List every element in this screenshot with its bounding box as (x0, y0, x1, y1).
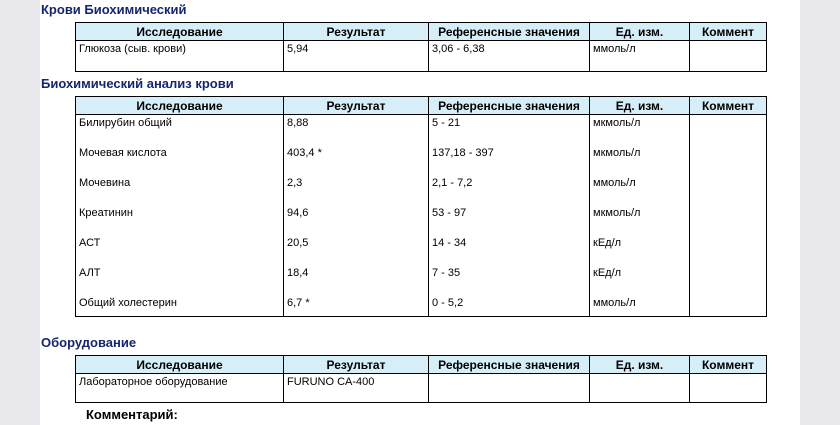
col-header-unit: Ед. изм. (590, 97, 690, 115)
cell-comment (690, 175, 767, 205)
col-header-result: Результат (284, 23, 429, 41)
cell-comment (690, 41, 767, 72)
cell-unit (590, 374, 690, 403)
table-row (76, 295, 767, 317)
table-row (76, 205, 767, 235)
cell-reference: 14 - 34 (429, 235, 590, 265)
cell-comment (690, 265, 767, 295)
cell-reference (429, 374, 590, 403)
cell-reference: 0 - 5,2 (429, 295, 590, 317)
table-row (76, 115, 767, 145)
cell-result: 20,5 (284, 235, 429, 265)
cell-reference: 53 - 97 (429, 205, 590, 235)
cell-comment (690, 145, 767, 175)
table-row (76, 235, 767, 265)
col-header-result: Результат (284, 97, 429, 115)
cell-comment (690, 295, 767, 317)
cell-unit: кЕд/л (590, 235, 690, 265)
cell-reference: 3,06 - 6,38 (429, 41, 590, 72)
section-title-blood-biochem: Крови Биохимический (41, 2, 187, 17)
col-header-result: Результат (284, 356, 429, 374)
cell-unit: ммоль/л (590, 175, 690, 205)
table-row (76, 265, 767, 295)
cell-reference: 5 - 21 (429, 115, 590, 145)
col-header-test: Исследование (76, 23, 284, 41)
cell-result: FURUNO CA-400 (284, 374, 429, 403)
cell-result: 18,4 (284, 265, 429, 295)
col-header-reference: Референсные значения (429, 23, 590, 41)
cell-test: Лабораторное оборудование (76, 374, 284, 403)
cell-result: 8,88 (284, 115, 429, 145)
table-row (76, 175, 767, 205)
cell-test: Креатинин (76, 205, 284, 235)
cell-comment (690, 374, 767, 403)
cell-reference: 7 - 35 (429, 265, 590, 295)
cell-reference: 137,18 - 397 (429, 145, 590, 175)
cell-test: Мочевая кислота (76, 145, 284, 175)
equipment-table (75, 355, 767, 403)
cell-test: Глюкоза (сыв. крови) (76, 41, 284, 72)
cell-result: 5,94 (284, 41, 429, 72)
cell-test: АСТ (76, 235, 284, 265)
table-header-row (76, 97, 767, 115)
cell-test: АЛТ (76, 265, 284, 295)
col-header-reference: Референсные значения (429, 356, 590, 374)
cell-unit: ммоль/л (590, 41, 690, 72)
cell-test: Билирубин общий (76, 115, 284, 145)
col-header-comment: Коммент (690, 97, 767, 115)
cell-unit: мкмоль/л (590, 145, 690, 175)
col-header-comment: Коммент (690, 23, 767, 41)
blood-biochem-table (75, 22, 767, 72)
table-row (76, 41, 767, 72)
table-header-row (76, 356, 767, 374)
biochem-analysis-table (75, 96, 767, 317)
table-row (76, 374, 767, 403)
cell-unit: мкмоль/л (590, 115, 690, 145)
cell-reference: 2,1 - 7,2 (429, 175, 590, 205)
cell-result: 2,3 (284, 175, 429, 205)
cell-unit: ммоль/л (590, 295, 690, 317)
cell-test: Мочевина (76, 175, 284, 205)
table-row (76, 145, 767, 175)
col-header-test: Исследование (76, 356, 284, 374)
cell-result: 6,7 * (284, 295, 429, 317)
cell-comment (690, 205, 767, 235)
section-title-biochem-analysis: Биохимический анализ крови (41, 76, 234, 91)
cell-comment (690, 235, 767, 265)
col-header-comment: Коммент (690, 356, 767, 374)
col-header-unit: Ед. изм. (590, 356, 690, 374)
cell-unit: кЕд/л (590, 265, 690, 295)
cell-result: 94,6 (284, 205, 429, 235)
col-header-unit: Ед. изм. (590, 23, 690, 41)
table-header-row (76, 23, 767, 41)
cell-comment (690, 115, 767, 145)
comment-label: Комментарий: (86, 407, 178, 422)
cell-test: Общий холестерин (76, 295, 284, 317)
col-header-reference: Референсные значения (429, 97, 590, 115)
cell-unit: мкмоль/л (590, 205, 690, 235)
col-header-test: Исследование (76, 97, 284, 115)
section-title-equipment: Оборудование (41, 335, 137, 350)
cell-result: 403,4 * (284, 145, 429, 175)
